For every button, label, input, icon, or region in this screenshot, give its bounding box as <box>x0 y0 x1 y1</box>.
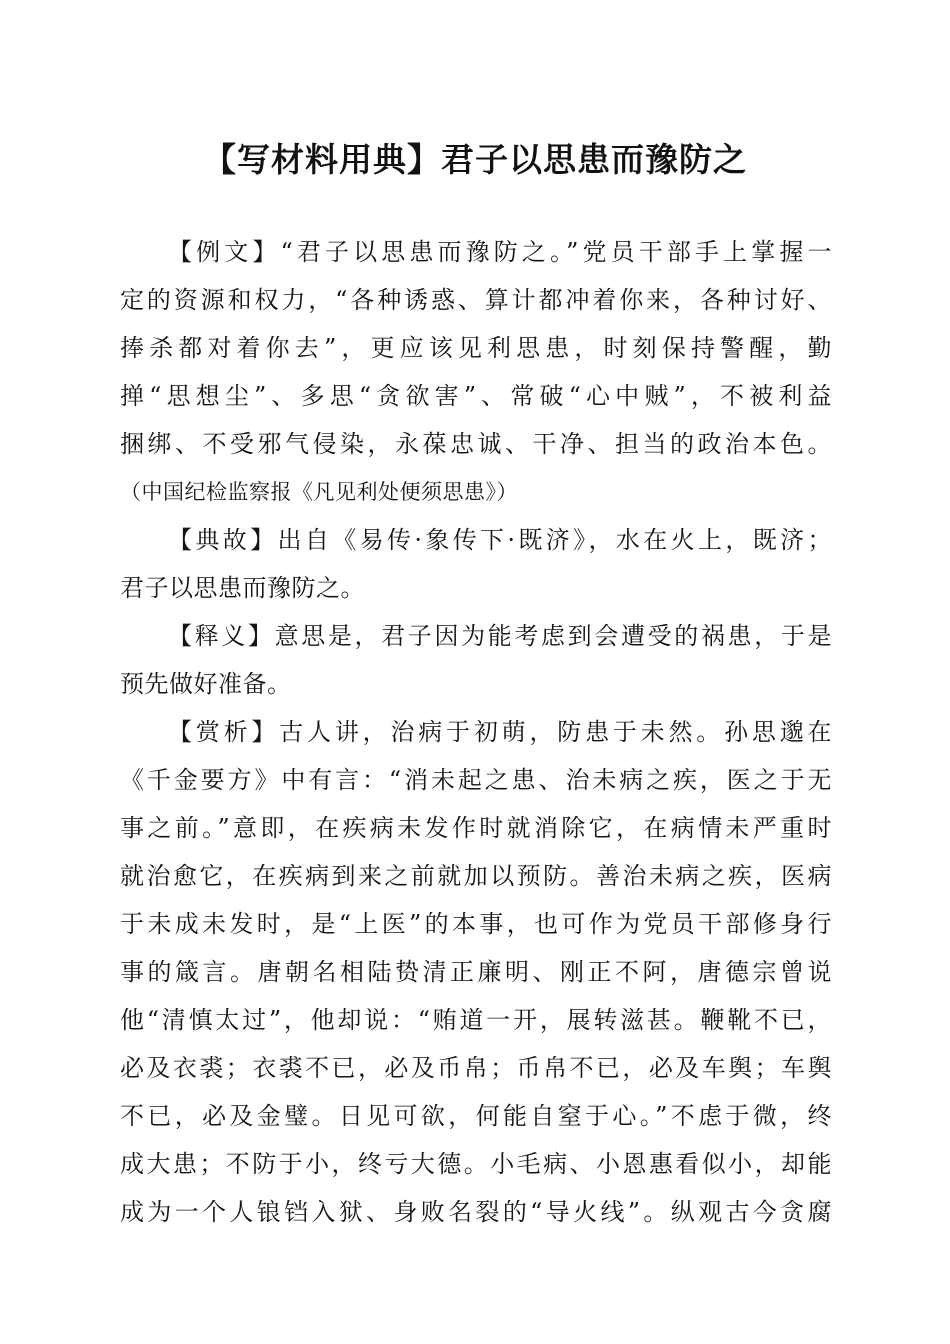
document-title: 【写材料用典】君子以思患而豫防之 <box>203 140 747 179</box>
paragraph-line: 捆绑、不受邪气侵染，永葆忠诚、干净、担当的政治本色。 <box>120 430 832 458</box>
paragraph-line: 于未成未发时，是“上医”的本事，也可作为党员干部修身行 <box>120 910 832 938</box>
paragraph-line: 他“清慎太过”，他却说：“贿道一开，展转滋甚。鞭靴不已， <box>120 1006 832 1034</box>
paragraph-line: 成为一个人锒铛入狱、身败名裂的“导火线”。纵观古今贪腐 <box>120 1198 832 1226</box>
paragraph-line: 【释义】意思是，君子因为能考虑到会遭受的祸患，于是 <box>168 622 832 650</box>
source-citation: （中国纪检监察报《凡见利处便须思患》） <box>120 480 518 504</box>
paragraph-line: 掸“思想尘”、多思“贪欲害”、常破“心中贼”，不被利益 <box>120 382 832 410</box>
document-body <box>120 228 832 1236</box>
paragraph-line: 【赏析】古人讲，治病于初萌，防患于未然。孙思邈在 <box>168 718 832 746</box>
paragraph-line: 《千金要方》中有言：“消未起之患、治未病之疾，医之于无 <box>120 766 832 794</box>
paragraph-line: 不已，必及金璧。日见可欲，何能自窒于心。”不虑于微，终 <box>120 1102 832 1130</box>
paragraph-line: 【典故】出自《易传·象传下·既济》，水在火上，既济； <box>168 526 832 554</box>
paragraph-line: 预先做好准备。 <box>120 670 292 698</box>
paragraph-line: 定的资源和权力，“各种诱惑、算计都冲着你来，各种讨好、 <box>120 286 832 314</box>
paragraph-line: 就治愈它，在疾病到来之前就加以预防。善治未病之疾，医病 <box>120 862 832 890</box>
paragraph-line: 【例文】“君子以思患而豫防之。”党员干部手上掌握一 <box>168 238 832 266</box>
paragraph-line: 捧杀都对着你去”，更应该见利思患，时刻保持警醒，勤 <box>120 334 832 362</box>
paragraph-line: 君子以思患而豫防之。 <box>120 574 365 602</box>
paragraph-line: 事之前。”意即，在疾病未发作时就消除它，在病情未严重时 <box>120 814 832 842</box>
paragraph-line: 事的箴言。唐朝名相陆贽清正廉明、刚正不阿，唐德宗曾说 <box>120 958 832 986</box>
paragraph-line: 成大患；不防于小，终亏大德。小毛病、小恩惠看似小，却能 <box>120 1150 832 1178</box>
paragraph-line: 必及衣裘；衣裘不已，必及币帛；币帛不已，必及车舆；车舆 <box>120 1054 832 1082</box>
